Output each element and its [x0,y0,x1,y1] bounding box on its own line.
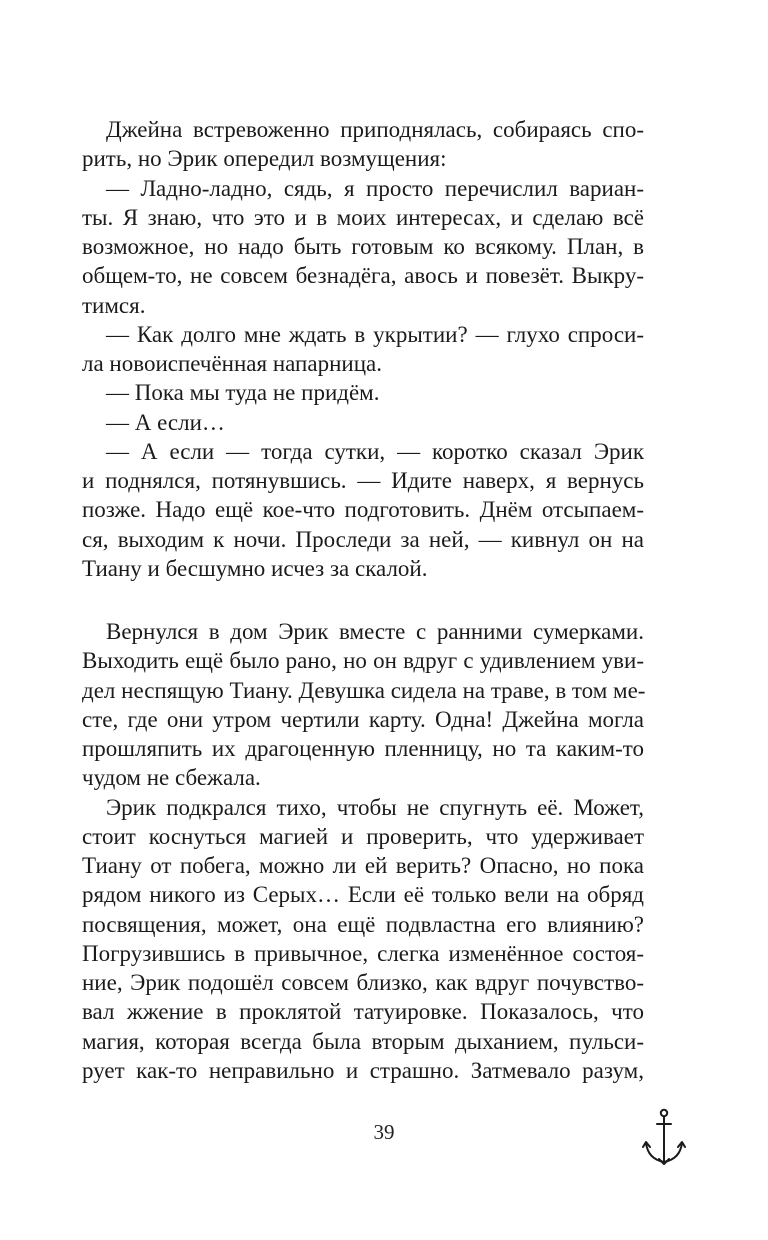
text-line: — Как долго мне ждать в укрытии? — глухо спроси- [106,321,644,347]
text-line: — А если — тогда сутки, — коротко сказал Эрик [106,438,644,464]
text-line: ся, выходим к ночи. Проследи за ней, — кивнул он на [82,526,644,552]
text-line: посвящения, может, она ещё подвластна его влиянию? [82,911,644,937]
anchor-icon [642,1107,686,1167]
text-line: чудом не сбежала. [82,765,261,791]
page-number: 39 [373,1120,395,1144]
text-line: Погрузившись в привычное, слегка изменённое состоя- [82,940,644,966]
text-line: ты. Я знаю, что это и в моих интересах, и сделаю всё [82,204,644,230]
text-section-1 [82,115,644,583]
text-line: рует как-то неправильно и страшно. Затмевало разум, [82,1057,644,1083]
text-line: Джейна встревоженно приподнялась, собираясь спо- [106,117,644,142]
text-line: возможное, но надо быть готовым ко всякому. План, в [82,234,644,259]
text-line: позже. Надо ещё кое-что подготовить. Днём отсыпаем- [82,497,644,523]
text-line: — Ладно-ладно, сядь, я просто перечислил вариан- [106,175,644,201]
text-line: магия, которая всегда была вторым дыханием, пульси- [82,1028,644,1054]
text-line: — А если… [106,409,225,435]
text-line: — Пока мы туда не придём. [106,380,380,406]
text-line: рить, но Эрик опередил возмущения: [82,146,447,172]
text-section-2 [82,617,644,1085]
text-line: ние, Эрик подошёл совсем близко, как вдруг почувство- [82,970,644,995]
text-line: Эрик подкрался тихо, чтобы не спугнуть её. Может, [106,794,644,820]
text-line: сте, где они утром чертили карту. Одна! Джейна могла [82,706,644,732]
text-line: Вернулся в дом Эрик вместе с ранними сумерками. [106,619,644,644]
text-line: дел неспящую Тиану. Девушка сидела на траве, в том ме- [82,677,646,703]
text-line: стоит коснуться магией и проверить, что удерживает [82,823,644,849]
text-line: общем-то, не совсем безнадёга, авось и повезёт. Выкру- [82,263,644,289]
text-line: и поднялся, потянувшись. — Идите наверх, я вернусь [82,468,644,493]
text-line: рядом никого из Серых… Если её только вели на обряд [82,882,644,908]
text-line: вал жжение в проклятой татуировке. Показалось, что [82,999,644,1025]
text-line: Выходить ещё было рано, но он вдруг с удивлением уви- [82,648,644,674]
text-line: ла новоиспечённая напарница. [82,351,382,376]
text-line: тимся. [82,292,146,318]
text-line: прошляпить их драгоценную пленницу, но та каким-то [82,736,644,761]
text-line: Тиану и бесшумно исчез за скалой. [82,555,428,581]
text-line: Тиану от побега, можно ли ей верить? Опасно, но пока [82,853,644,878]
